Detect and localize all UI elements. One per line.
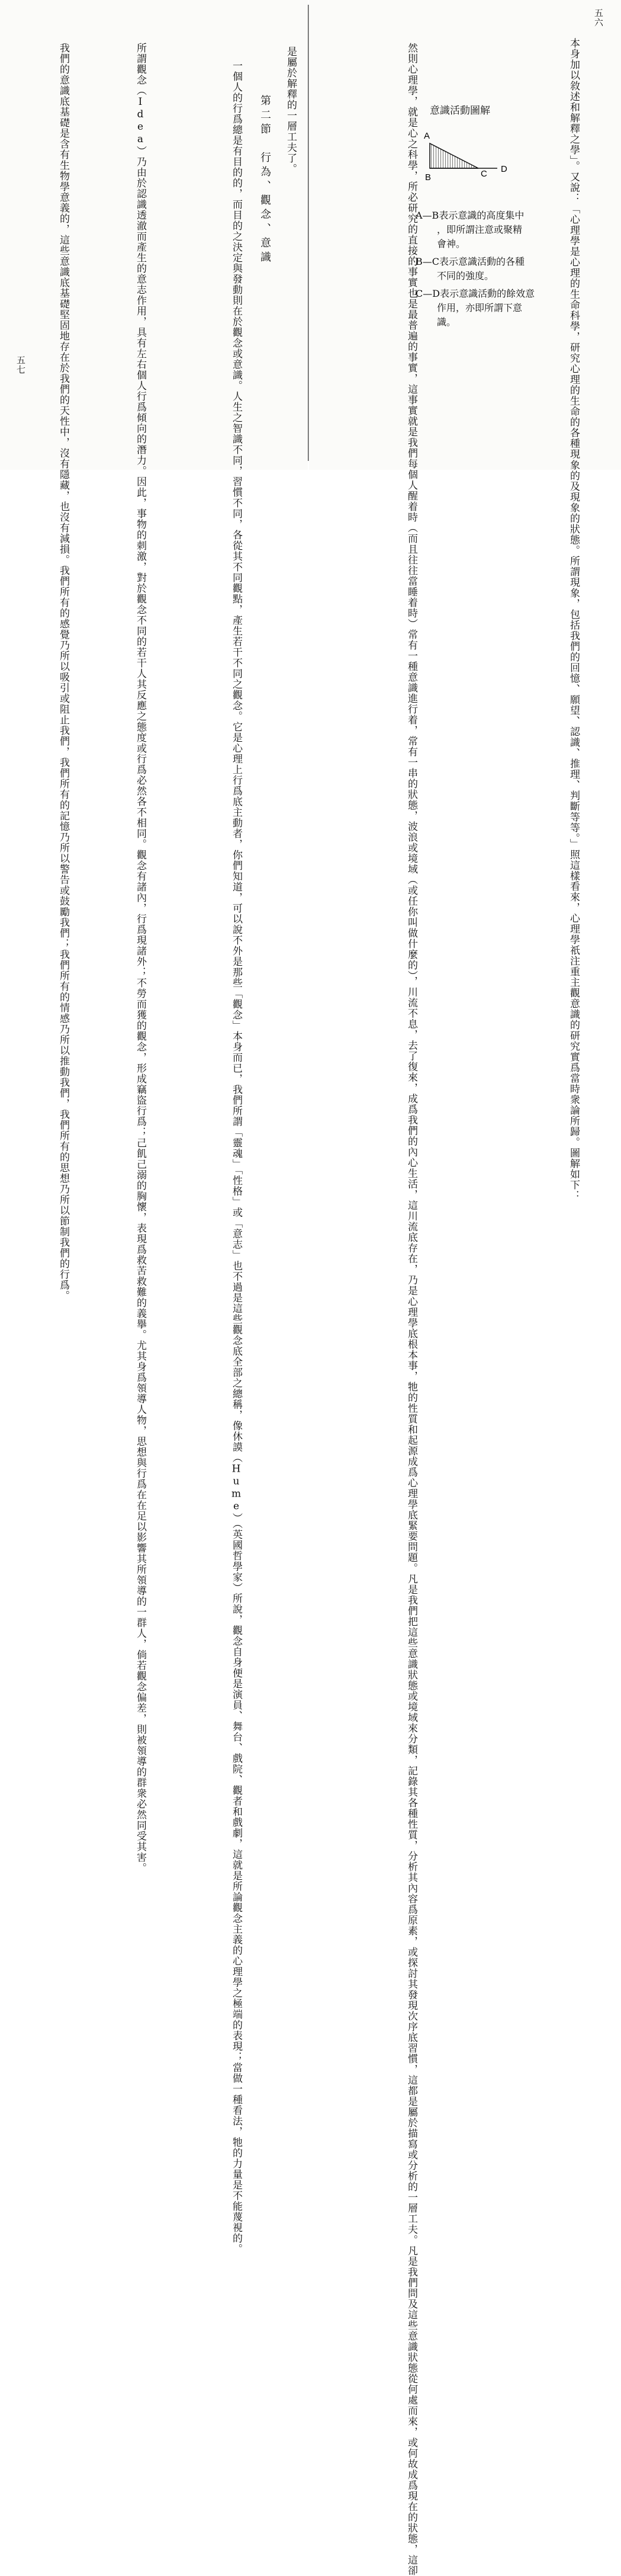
diagram-figure (414, 123, 533, 188)
text-line: 的群衆必然同受其害。 (134, 1767, 146, 1873)
text-line: 們每個人醒着時（而且往往當睡着時）常有一種意識進行着，常有一串的狀態，波浪或境域 (406, 448, 417, 874)
right-page-top-text (528, 38, 581, 1201)
text-line: 行爲現諸外；不勞而獲的觀念，形成竊盜行爲；己飢己溺的胸懷，表現爲救苦救難的義擧。 (134, 914, 146, 1340)
diagram-label-c: C (481, 169, 487, 179)
paragraph-2 (70, 43, 148, 1873)
text-line: 它是心理上行爲底主動者，你們知道，可以說不外是那些「觀念」本身而已，我們所謂 (230, 722, 242, 1127)
text-line: 看來，心理學祇注重主觀意識的研究實爲當時衆論所歸。圖解如下： (568, 881, 580, 1201)
page-number-56: 五六 (593, 8, 604, 27)
text-line: 「靈魂」「性格」或「意志」也不過是這些觀念底全部之總稱，像休謨（Hume）（英國哲學 (230, 1127, 242, 1572)
section-heading: 第二節 行為、觀念、意識 (259, 95, 271, 265)
paragraph-3 (24, 43, 71, 1301)
text-line: 家）所說，觀念自身便是演員、舞台、戲院、觀者和戲劇，這就是所論觀念主義的心理學之 (230, 1572, 242, 1998)
text-line: 人生之智識不同，習慣不同，各從其不同觀點，產生若干不同之觀念。 (230, 391, 242, 722)
text-line: 我們的意識底基礎是含有生物學意義的，這些意識底基礎堅固地存在於我們的天性中， (57, 43, 69, 448)
legend-text: 識。 (437, 316, 456, 328)
text-line: 或分析的一層工夫。凡是我們問及這些意識狀態從何處而來，或何故成爲現在的狀態，這卻 (406, 2149, 417, 2576)
text-line: 象的及現象的狀態。所謂現象，包括我們的回憶、願望、認識、推理、判斷等等。」照這樣 (568, 459, 580, 881)
right-page-body-text (314, 43, 419, 2576)
legend-key: C—D (416, 288, 440, 299)
text-line: 極端的表現；當做一種看法，牠的力量是不能蔑視的。 (230, 1998, 242, 2254)
legend-cd-cont2 (437, 315, 456, 329)
text-line: 因此，事物的刺激，對於觀念不同的若干人其反應之態度或行爲必然各不相同。觀念有諸內， (134, 476, 146, 914)
text-line: 沒有隱藏，也沒有減損。我們所有的感覺乃所以吸引或阻止我們，我們所有的記憶乃所以警 (57, 448, 69, 874)
text-line: 然則心理學，就是心之科學，所必研究的直接的事實也是最普遍的事實，這事實就是我 (406, 43, 417, 448)
right-page (309, 0, 621, 2576)
legend-text: 不同的強度。 (437, 270, 494, 281)
legend-text: 表示意識的高度集中 (439, 210, 525, 221)
text-line: 所謂觀念（Idea）乃由於認識透澈而產生的意志作用，具有左右個人行爲傾向的潛力。 (134, 43, 146, 476)
legend-text: 表示意識活動的餘效意 (440, 288, 535, 299)
legend-key: A—B (416, 210, 439, 221)
legend-bc (416, 255, 525, 269)
text-line: 是屬於解釋的一層工夫了。 (285, 46, 297, 174)
legend-key: B—C (416, 256, 439, 267)
legend-text: 會神。 (437, 238, 466, 249)
page-number-57: 五七 (15, 355, 26, 374)
legend-cd (416, 287, 535, 301)
left-page (0, 0, 308, 2254)
text-line: 來分類，記錄其各種性質，分析其內容爲原素，或探討其發現次序底習慣，這都是屬於描寫 (406, 1722, 417, 2149)
legend-ab (416, 209, 524, 223)
legend-text: 作用，亦即所謂下意 (437, 302, 523, 313)
text-line: 尤其身爲領導人物，思想與行爲在在足以影響其所領導的一群人，倘若觀念偏差，則被領導 (134, 1340, 146, 1767)
diagram-label-d: D (501, 164, 507, 174)
legend-ab-cont2 (437, 237, 465, 251)
legend-ab-cont (437, 223, 522, 237)
diagram-title: 意識活動圖解 (430, 105, 490, 117)
diagram-label-a: A (424, 131, 430, 141)
text-line: 本身加以敘述和解釋之學」。又說：「心理學是心理的生命科學，研究心理的生命的各種現 (568, 38, 580, 460)
text-line: 告或鼓勵我們；我們所有的情感乃所以推動我們，我們所有的思想乃所以節制我們的行爲。 (57, 874, 69, 1301)
legend-cd-cont (437, 301, 522, 315)
diagram-hatched-triangle (430, 143, 478, 168)
legend-text: 表示意識活動的各種 (439, 256, 525, 267)
text-line: （或任你叫做什麼的），川流不息，去了復來，成爲我們的內心生活，這川流底存在，乃是 (406, 874, 417, 1296)
text-line: 心理學底根本事，牠的性質和起源成爲心理學底緊要問題。凡是我們把這些意識狀態或境域 (406, 1296, 417, 1723)
diagram-label-b: B (425, 172, 432, 182)
paragraph-1 (146, 60, 244, 2254)
text-line: 一個人的行爲總是有目的的，而目的之決定與發動則在於觀念或意識。 (230, 60, 242, 391)
legend-text: ，即所謂注意或聚精 (437, 224, 523, 235)
left-page-continuation (282, 46, 298, 177)
legend-bc-cont (437, 269, 494, 283)
